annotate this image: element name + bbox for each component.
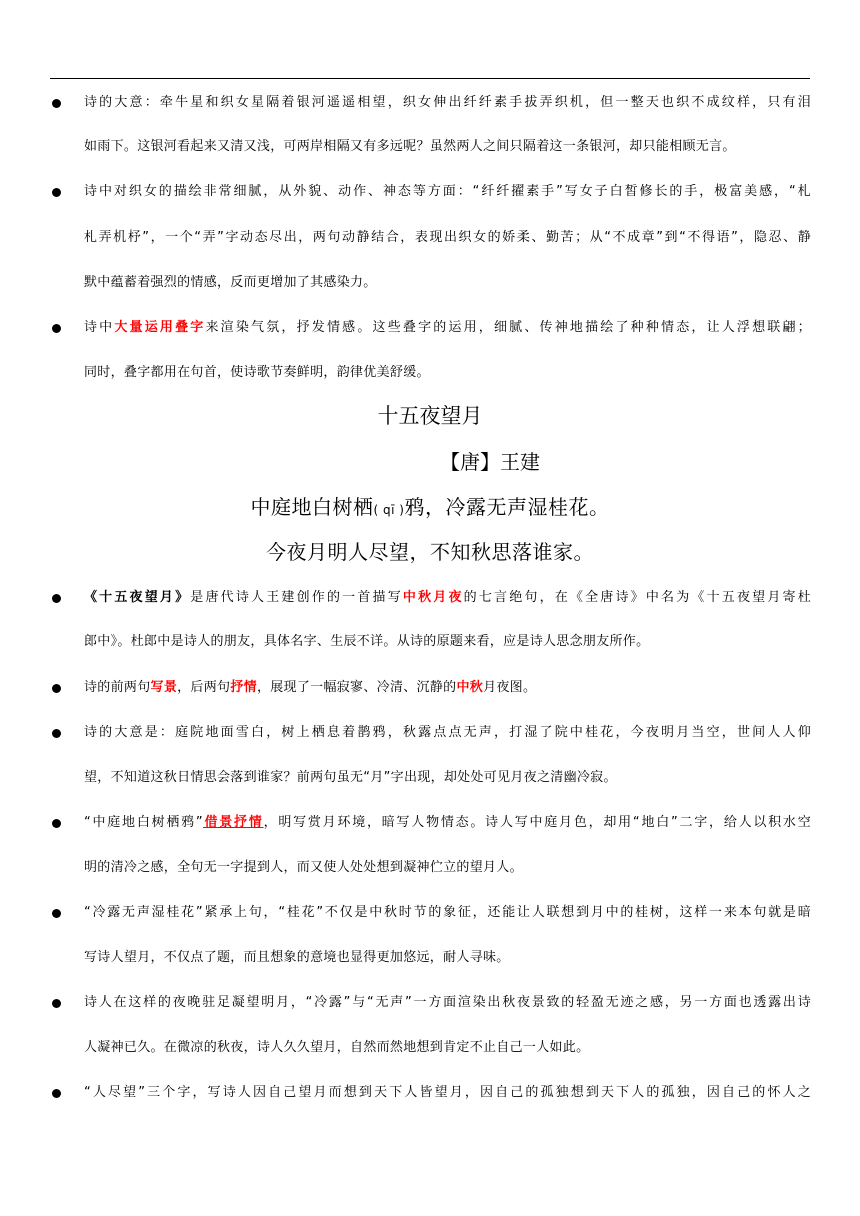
bullet-icon — [52, 729, 61, 738]
poem-author: 【唐】王建 — [440, 450, 540, 474]
text: 月夜图。 — [483, 680, 537, 695]
text: ，展现了一幅寂寥、冷清、沉静的 — [256, 680, 457, 695]
bullet-icon — [52, 188, 61, 197]
highlight-text: 大量运用叠字 — [114, 320, 206, 335]
text: 诗中 — [84, 320, 115, 335]
bullet-icon — [52, 819, 61, 828]
verse-text: 中庭地白树栖 — [250, 495, 374, 519]
paragraph-line — [84, 589, 811, 607]
poem-title: 十五夜望月 — [377, 404, 483, 428]
highlight-text: 借景抒情 — [202, 815, 264, 830]
paragraph-line: 人凝神已久。在微凉的秋夜，诗人久久望月，自然而然地想到肯定不止自己一人如此。 — [84, 1040, 590, 1055]
text: 的七言绝句，在《全唐诗》中名为《十五夜望月寄杜 — [463, 590, 812, 605]
highlight-text: 中秋 — [456, 680, 484, 695]
paragraph-line: 望，不知道这秋日情思会落到谁家？前两句虽无“月”字出现，却处处可见月夜之清幽冷寂。 — [84, 770, 617, 785]
bullet-icon — [52, 594, 61, 603]
paragraph-line: 诗的大意：牵牛星和织女星隔着银河遥遥相望，织女伸出纤纤素手拔弄织机，但一整天也织不成纹样，只有泪 — [84, 95, 811, 110]
paragraph-line — [84, 679, 811, 697]
paragraph-line: 札弄机杼”，一个“弄”字动态尽出，两句动静结合，表现出织女的娇柔、勤苦；从“不成章”到“不得语”，隐忍、静 — [84, 230, 811, 245]
bullet-icon — [52, 99, 61, 108]
paragraph-line: 写诗人望月，不仅点了题，而且想象的意境也显得更加悠远，耐人寻味。 — [84, 950, 510, 965]
text: ，后两句 — [177, 680, 231, 695]
bullet-icon — [52, 1089, 61, 1098]
paragraph-line: 默中蕴蓄着强烈的情感，反而更增加了其感染力。 — [84, 275, 377, 290]
bullet-icon — [52, 324, 61, 333]
paragraph-line: “人尽望”三个字，写诗人因自己望月而想到天下人皆望月，因自己的孤独想到天下人的孤独，因自己的怀人之 — [84, 1085, 811, 1100]
text: “中庭地白树栖鸦” — [84, 815, 203, 830]
poem-verse-1 — [0, 493, 860, 524]
paragraph-line: “冷露无声湿桂花”紧承上句，“桂花”不仅是中秋时节的象征，还能让人联想到月中的桂树，这样一来本句就是暗 — [84, 905, 811, 920]
highlight-text: 写景 — [150, 680, 178, 695]
paragraph-line — [84, 319, 811, 337]
header-rule — [50, 78, 810, 79]
poem-verse-2: 今夜月明人尽望，不知秋思落谁家。 — [266, 540, 594, 564]
bullet-icon — [52, 999, 61, 1008]
text: ，明写赏月环境，暗写人物情态。诗人写中庭月色，却用“地白”二字，给人以积水空 — [263, 815, 812, 830]
pinyin-annotation: ( qī ) — [373, 503, 405, 517]
bullet-icon — [52, 684, 61, 693]
verse-text: 鸦，冷露无声湿桂花。 — [404, 495, 610, 519]
paragraph-line: 明的清冷之感，全句无一字提到人，而又使人处处想到凝神伫立的望月人。 — [84, 860, 523, 875]
paragraph-line: 诗人在这样的夜晚驻足凝望明月，“冷露”与“无声”一方面渲染出秋夜景致的轻盈无迹之感，另一方面也透露出诗 — [84, 995, 811, 1010]
text: 诗的前两句 — [84, 680, 151, 695]
paragraph-line: 郎中》。杜郎中是诗人的朋友，具体名字、生辰不详。从诗的原题来看，应是诗人思念朋友所作。 — [84, 634, 650, 649]
highlight-text: 抒情 — [230, 680, 257, 695]
paragraph-line: 诗的大意是：庭院地面雪白，树上栖息着鹊鸦，秋露点点无声，打湿了院中桂花，今夜明月当空，世间人人仰 — [84, 725, 811, 740]
paragraph-line: 如雨下。这银河看起来又清又浅，可两岸相隔又有多远呢？虽然两人之间只隔着这一条银河，却只能相顾无言。 — [84, 139, 736, 154]
paragraph-line: 诗中对织女的描绘非常细腻，从外貌、动作、神态等方面：“纤纤擢素手”写女子白皙修长的手，极富美感，“札 — [84, 184, 811, 199]
paragraph-line: 同时，叠字都用在句首，使诗歌节奏鲜明，韵律优美舒缓。 — [84, 365, 430, 380]
bullet-icon — [52, 909, 61, 918]
text: 是唐代诗人王建创作的一首描写 — [190, 590, 403, 605]
paragraph-line — [84, 814, 811, 832]
bold-text: 《十五夜望月》 — [84, 590, 191, 605]
highlight-text: 中秋月夜 — [402, 590, 464, 605]
text: 来渲染气氛，抒发情感。这些叠字的运用，细腻、传神地描绘了种种情态，让人浮想联翩； — [205, 320, 811, 335]
